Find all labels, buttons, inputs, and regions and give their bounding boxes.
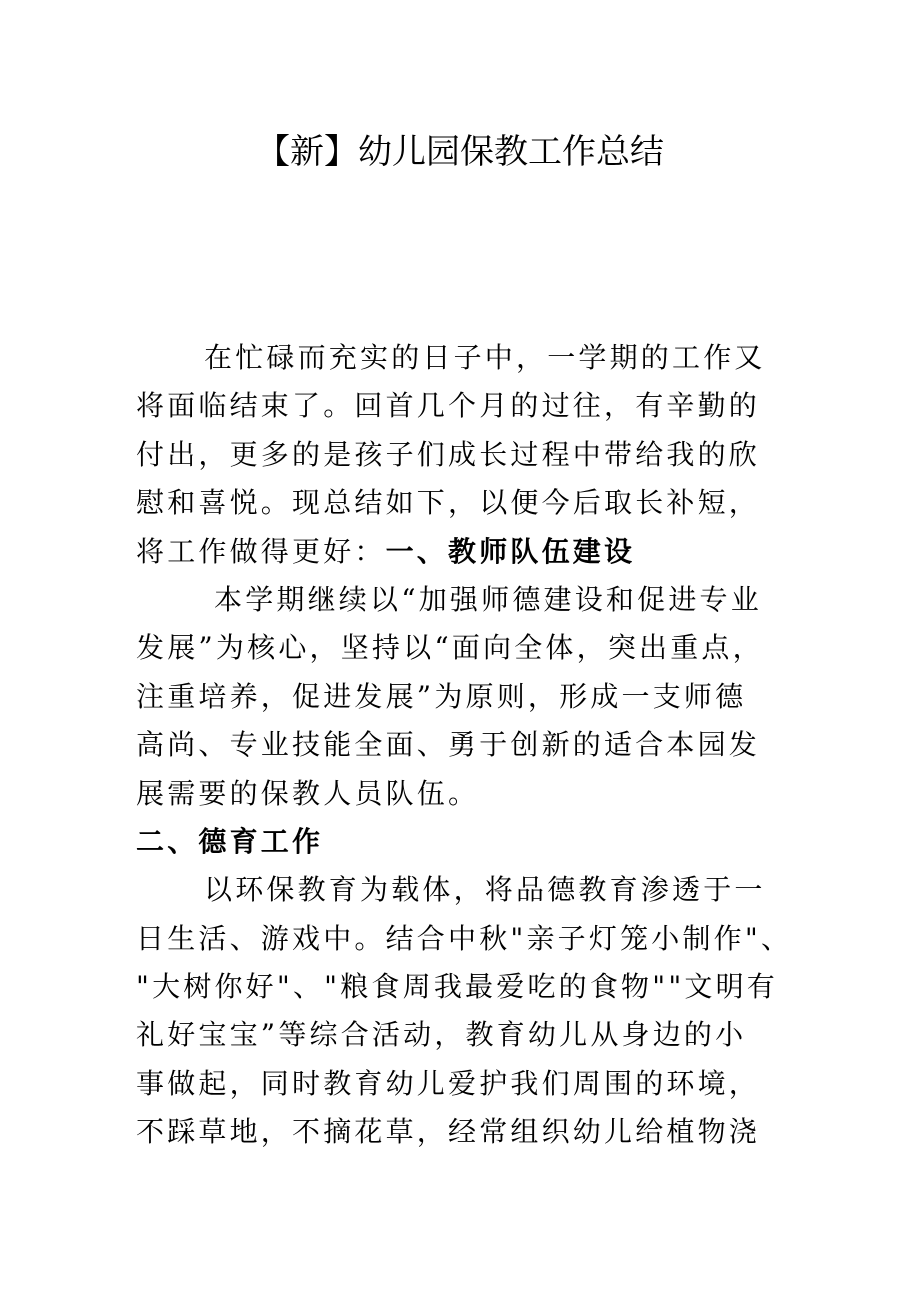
section-heading-2: 二、德育工作 bbox=[136, 824, 324, 858]
paragraph-line: "大树你好"、"粮食周我最爱吃的食物""文明有 bbox=[136, 970, 778, 1004]
paragraph-line: 付出，更多的是孩子们成长过程中带给我的欣 bbox=[136, 437, 761, 471]
paragraph-line: 礼好宝宝”等综合活动，教育幼儿从身边的小 bbox=[136, 1018, 747, 1052]
paragraph-line: 发展”为核心，坚持以“面向全体，突出重点， bbox=[136, 631, 764, 665]
paragraph-line: 本学期继续以“加强师德建设和促进专业 bbox=[214, 582, 762, 616]
paragraph-line: 以环保教育为载体，将品德教育渗透于一 bbox=[204, 873, 766, 907]
paragraph-line bbox=[136, 528, 816, 576]
section-heading-1: 一、教师队伍建设 bbox=[385, 534, 636, 568]
paragraph-line: 将面临结束了。回首几个月的过往，有辛勤的 bbox=[136, 389, 761, 423]
paragraph-line: 注重培养，促进发展”为原则，形成一支师德 bbox=[136, 679, 747, 713]
document-title: 【新】幼儿园保教工作总结 bbox=[256, 132, 664, 172]
document-body bbox=[136, 334, 816, 1157]
paragraph-line: 在忙碌而充实的日子中，一学期的工作又 bbox=[204, 341, 766, 374]
paragraph-text: 将工作做得更好： bbox=[136, 534, 386, 568]
paragraph-line: 不踩草地，不摘花草，经常组织幼儿给植物浇 bbox=[136, 1115, 761, 1149]
paragraph-line: 慰和喜悦。现总结如下，以便今后取长补短， bbox=[136, 486, 761, 520]
paragraph-line: 事做起，同时教育幼儿爱护我们周围的环境， bbox=[136, 1066, 761, 1100]
paragraph-line: 展需要的保教人员队伍。 bbox=[136, 776, 480, 810]
paragraph-line: 日生活、游戏中。结合中秋"亲子灯笼小制作"、 bbox=[136, 921, 793, 955]
paragraph-line: 高尚、专业技能全面、勇于创新的适合本园发 bbox=[136, 728, 761, 762]
